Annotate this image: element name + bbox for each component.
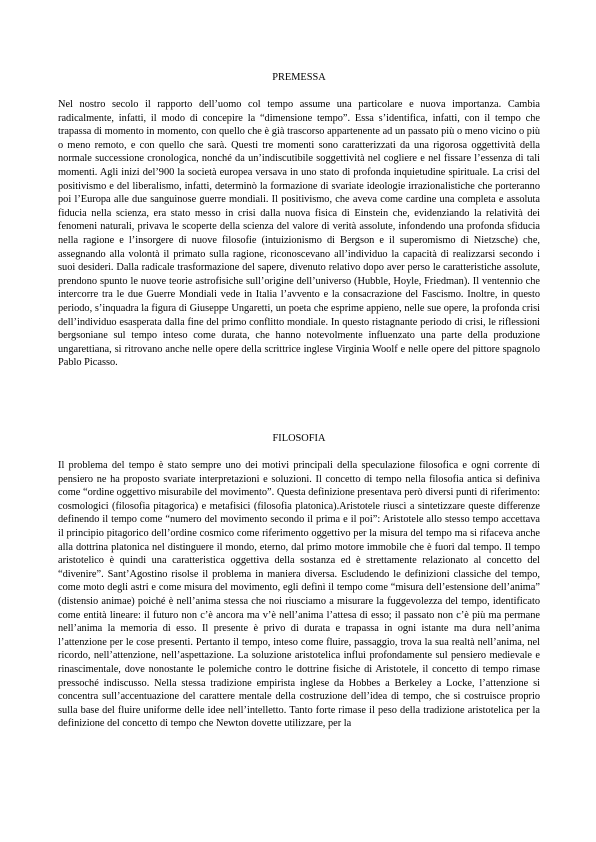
section-heading-filosofia: FILOSOFIA — [272, 433, 326, 444]
section-heading-premessa: PREMESSA — [272, 72, 326, 83]
section-body-filosofia: Il problema del tempo è stato sempre uno dei motivi principali della speculazione filosofica e ogni corrente di pensiero ne ha proposto svariate interpretazioni e soluzioni. Il concetto di tempo nella filosofia antica si definiva come “ordine oggettivo misurabile del movimento”. Questa definizione presentava però diversi punti di riferimento: cosmologici (filosofia pitagorica) e metafisici (filosofia platonica).Aristotele riuscì a sintetizzare queste differenze definendo il tempo come “numero del movimento secondo il prima e il poi”: Aristotele allo stesso tempo accettava il principio pitagorico dell’ordine cosmico come riferimento oggettivo per la misura del tempo ma si rifaceva anche alla dottrina platonica nel distinguere il mondo, eterno, dal primo motore immobile che è fuori dal tempo. Il tempo aristotelico è quindi una caratteristica oggettiva della sostanza ed è strettamente relazionato al concetto del “divenire”. Sant’Agostino risolse il problema in maniera diversa. Escludendo le definizioni classiche del tempo, come moto degli astri e come misura del movimento, egli definì il tempo come “misura dell’estensione dell’anima” (distensio animae) poiché è nell’anima stessa che noi riusciamo a misurare la fuggevolezza del tempo, identificato come entità lineare: il futuro non c’è ancora ma v’è nell’anima l’attesa di esso; il passato non c’è più ma permane nell’anima la memoria di esso. Il presente è privo di durata e trapassa in ogni istante ma dura nell’anima l’attenzione per le cose presenti. Pertanto il tempo, inteso come fluire, passaggio, trova la sua realtà nell’anima, nel ricordo, nell’attenzione, nell’aspettazione. La soluzione aristotelica influì profondamente sul pensiero medievale e rinascimentale, dove nonostante le polemiche contro le dottrine fisiche di Aristotele, il concetto di tempo rimase pressoché indiscusso. Nella stessa tradizione empirista inglese da Hobbes a Berkeley a Locke, l’attenzione si concentra sull’accentuazione del carattere mentale della costruzione dell’idea di tempo, che si costruisce proprio sulla base del fluire uniforme delle idee nell’intelletto. Tanto forte rimase il peso della tradizione aristotelica per la definizione del concetto di tempo che Newton dovette utilizzare, per la — [58, 460, 540, 730]
section-body-premessa: Nel nostro secolo il rapporto dell’uomo col tempo assume una particolare e nuova importanza. Cambia radicalmente, infatti, il modo di concepire la “dimensione tempo”. Essa s’identifica, infatti, con il tempo che trapassa di momento in momento, con quello che è già trascorso appartenente ad un passato più o meno vicino o più o meno remoto, e con quello che sarà. Questi tre momenti sono caratterizzati da una rigorosa oggettività della normale successione cronologica, nonché da un’indiscutibile soggettività nel cogliere e nel fissare l’essenza di tali momenti. Agli inizi del’900 la società europea versava in uno stato di profonda inquietudine spirituale. La crisi del positivismo e del liberalismo, infatti, determinò la formazione di svariate ideologie irrazionalistiche che porteranno poi l’Europa alle due sanguinose guerre mondiali. Il positivismo, che aveva come cardine una completa e assoluta fiducia nella scienza, era stato messo in crisi dalla nuova fisica di Einstein che, evidenziando la relatività dei fenomeni naturali, privava le scoperte della scienza del valore di verità assolute, infondendo una profonda sfiducia nella ragione e l’insorgere di nuove filosofie (intuizionismo di Bergson e il superomismo di Nietzsche) che, assegnando alla volontà il primato sulla ragione, riconoscevano all’individuo la capacità di realizzarsi secondo i suoi desideri. Dalla radicale trasformazione del sapere, divenuto relativo dopo aver perso le caratteristiche assolute, prendono spunto le nuove teorie astrofisiche sull’origine dell’universo (Hubble, Hoyle, Friedman). Il ventennio che intercorre tra le due Guerre Mondiali vede in Italia l’avvento e la consacrazione del Fascismo. Inoltre, in questo periodo, s’inquadra la figura di Giuseppe Ungaretti, un poeta che esprime appieno, nelle sue opere, la profonda crisi dell’individuo esasperata dalla fine del primo conflitto mondiale. In questo ristagnante periodo di crisi, le riflessioni bergsoniane sul tempo inteso come durata, che hanno notevolmente influenzato una parte della produzione ungarettiana, si ritrovano anche nelle opere della scrittrice inglese Virginia Woolf e nelle opere del pittore spagnolo Pablo Picasso. — [58, 99, 540, 369]
